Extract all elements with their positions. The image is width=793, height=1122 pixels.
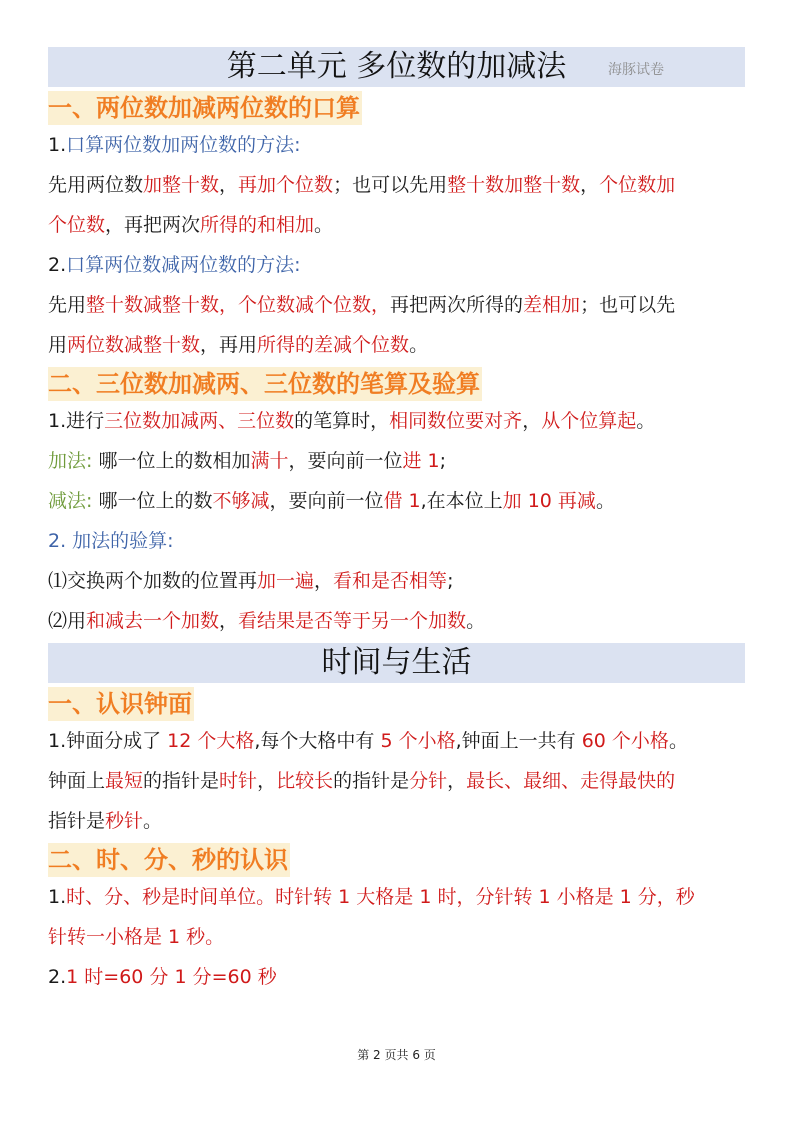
paragraph	[48, 561, 745, 601]
paragraph	[48, 917, 745, 957]
text-run: 哪一位上的数	[92, 490, 213, 512]
section-heading-clock: 一、认识钟面	[48, 687, 194, 721]
text-run: 1 时=60 分 1 分=60 秒	[66, 966, 277, 988]
text-run: 1.钟面分成了	[48, 730, 168, 752]
text-run: ，	[580, 174, 600, 196]
paragraph	[48, 761, 745, 801]
text-run: 哪一位上的数相加	[92, 450, 251, 472]
paragraph	[48, 205, 745, 245]
text-run: 。	[143, 810, 163, 832]
text-run: 用	[48, 334, 68, 356]
item-number: 2.	[48, 254, 67, 276]
text-run: ,钟面上一共有	[455, 730, 582, 752]
text-run: 看和是否相等	[333, 570, 448, 592]
text-run: ，	[219, 174, 239, 196]
page-footer: 第 2 页共 6 页	[357, 1048, 436, 1062]
text-run: 先用	[48, 294, 87, 316]
text-run: 个位数	[48, 214, 106, 236]
section-heading-oral-calc: 一、两位数加减两位数的口算	[48, 91, 362, 125]
text-run: 的笔算时，	[294, 410, 390, 432]
unit-title: 时间与生活	[321, 645, 472, 680]
subheading: 口算两位数减两位数的方法:	[66, 254, 301, 276]
paragraph	[48, 877, 745, 917]
text-run: ;	[439, 450, 447, 472]
text-run: 。	[409, 334, 429, 356]
paragraph	[48, 125, 745, 165]
paragraph	[48, 801, 745, 841]
text-run: 和减去一个加数	[86, 610, 220, 632]
text-run: 12 个大格	[167, 730, 255, 752]
text-run: 。	[636, 410, 656, 432]
text-run: 再把两次所得的	[390, 294, 524, 316]
text-run: 时、分、秒是时间单位。时针转 1 大格是 1 时，分针转 1 小格是 1 分，秒	[66, 886, 695, 908]
text-run: 。	[466, 610, 486, 632]
unit-title-banner	[48, 47, 745, 87]
subheading: 2. 加法的验算:	[48, 530, 174, 552]
text-run: 针转一小格是 1 秒。	[48, 926, 225, 948]
paragraph	[48, 325, 745, 365]
text-run: 1.	[48, 886, 67, 908]
text-run: 减法:	[48, 490, 93, 512]
paragraph	[48, 441, 745, 481]
paragraph	[48, 601, 745, 641]
page-content	[48, 47, 745, 997]
text-run: 的指针是	[333, 770, 410, 792]
text-run: ；也可以先	[580, 294, 676, 316]
text-run: ,在本位上	[420, 490, 503, 512]
text-run: 分针	[409, 770, 448, 792]
text-run: 时针	[219, 770, 258, 792]
text-run: ，再用	[200, 334, 258, 356]
paragraph	[48, 401, 745, 441]
text-run: 秒针	[105, 810, 144, 832]
watermark: 海豚试卷	[608, 62, 664, 78]
unit-title-banner	[48, 643, 745, 683]
paragraph	[48, 721, 745, 761]
section-heading-written-calc: 二、三位数加减两、三位数的笔算及验算	[48, 367, 482, 401]
text-run: ,每个大格中有	[254, 730, 381, 752]
text-run: 2.	[48, 966, 67, 988]
paragraph	[48, 245, 745, 285]
paragraph	[48, 285, 745, 325]
text-run: 钟面上	[48, 770, 106, 792]
text-run: 。	[314, 214, 334, 236]
text-run: 差相加	[523, 294, 581, 316]
text-run: 再加个位数	[238, 174, 334, 196]
text-run: 加法:	[48, 450, 93, 472]
paragraph	[48, 165, 745, 205]
text-run: 个位数加	[599, 174, 676, 196]
paragraph	[48, 957, 745, 997]
text-run: 1.进行	[48, 410, 105, 432]
text-run: 比较长	[276, 770, 334, 792]
text-run: 60 个小格	[581, 730, 669, 752]
text-run: 先用两位数	[48, 174, 144, 196]
text-run: 最长、最细、走得最快的	[466, 770, 676, 792]
text-run: ，	[257, 770, 277, 792]
text-run: 。	[595, 490, 615, 512]
text-run: ⑵用	[48, 610, 87, 632]
section-heading-time-units: 二、时、分、秒的认识	[48, 843, 290, 877]
text-run: ，	[522, 410, 542, 432]
text-run: ，要向前一位	[288, 450, 403, 472]
text-run: 相同数位要对齐	[389, 410, 523, 432]
text-run: 加一遍	[257, 570, 315, 592]
text-run: ，	[219, 610, 239, 632]
text-run: ，	[314, 570, 334, 592]
text-run: 看结果是否等于另一个加数	[238, 610, 467, 632]
item-number: 1.	[48, 134, 67, 156]
text-run: ；也可以先用	[333, 174, 448, 196]
text-run: 加 10 再减	[502, 490, 596, 512]
text-run: 借 1	[383, 490, 421, 512]
text-run: 所得的和相加	[200, 214, 315, 236]
text-run: 三位数加减两、三位数	[104, 410, 295, 432]
text-run: 从个位算起	[541, 410, 637, 432]
text-run: 不够减	[212, 490, 270, 512]
text-run: ⑴交换两个加数的位置再	[48, 570, 258, 592]
text-run: 整十数加整十数	[447, 174, 581, 196]
text-run: 指针是	[48, 810, 106, 832]
text-run: 满十	[250, 450, 289, 472]
text-run: ，	[447, 770, 467, 792]
text-run: 最短	[105, 770, 144, 792]
text-run: 两位数减整十数	[67, 334, 201, 356]
text-run: ;	[447, 570, 454, 592]
unit-title: 第二单元 多位数的加减法	[226, 49, 567, 84]
text-run: 进 1	[402, 450, 440, 472]
text-run: 加整十数	[143, 174, 220, 196]
text-run: 5 个小格	[380, 730, 456, 752]
text-run: 整十数减整十数，个位数减个位数，	[86, 294, 391, 316]
text-run: ，再把两次	[105, 214, 201, 236]
text-run: 所得的差减个位数	[257, 334, 410, 356]
text-run: 。	[668, 730, 688, 752]
subheading: 口算两位数加两位数的方法:	[66, 134, 301, 156]
text-run: ，要向前一位	[269, 490, 384, 512]
text-run: 的指针是	[143, 770, 220, 792]
paragraph	[48, 481, 745, 521]
